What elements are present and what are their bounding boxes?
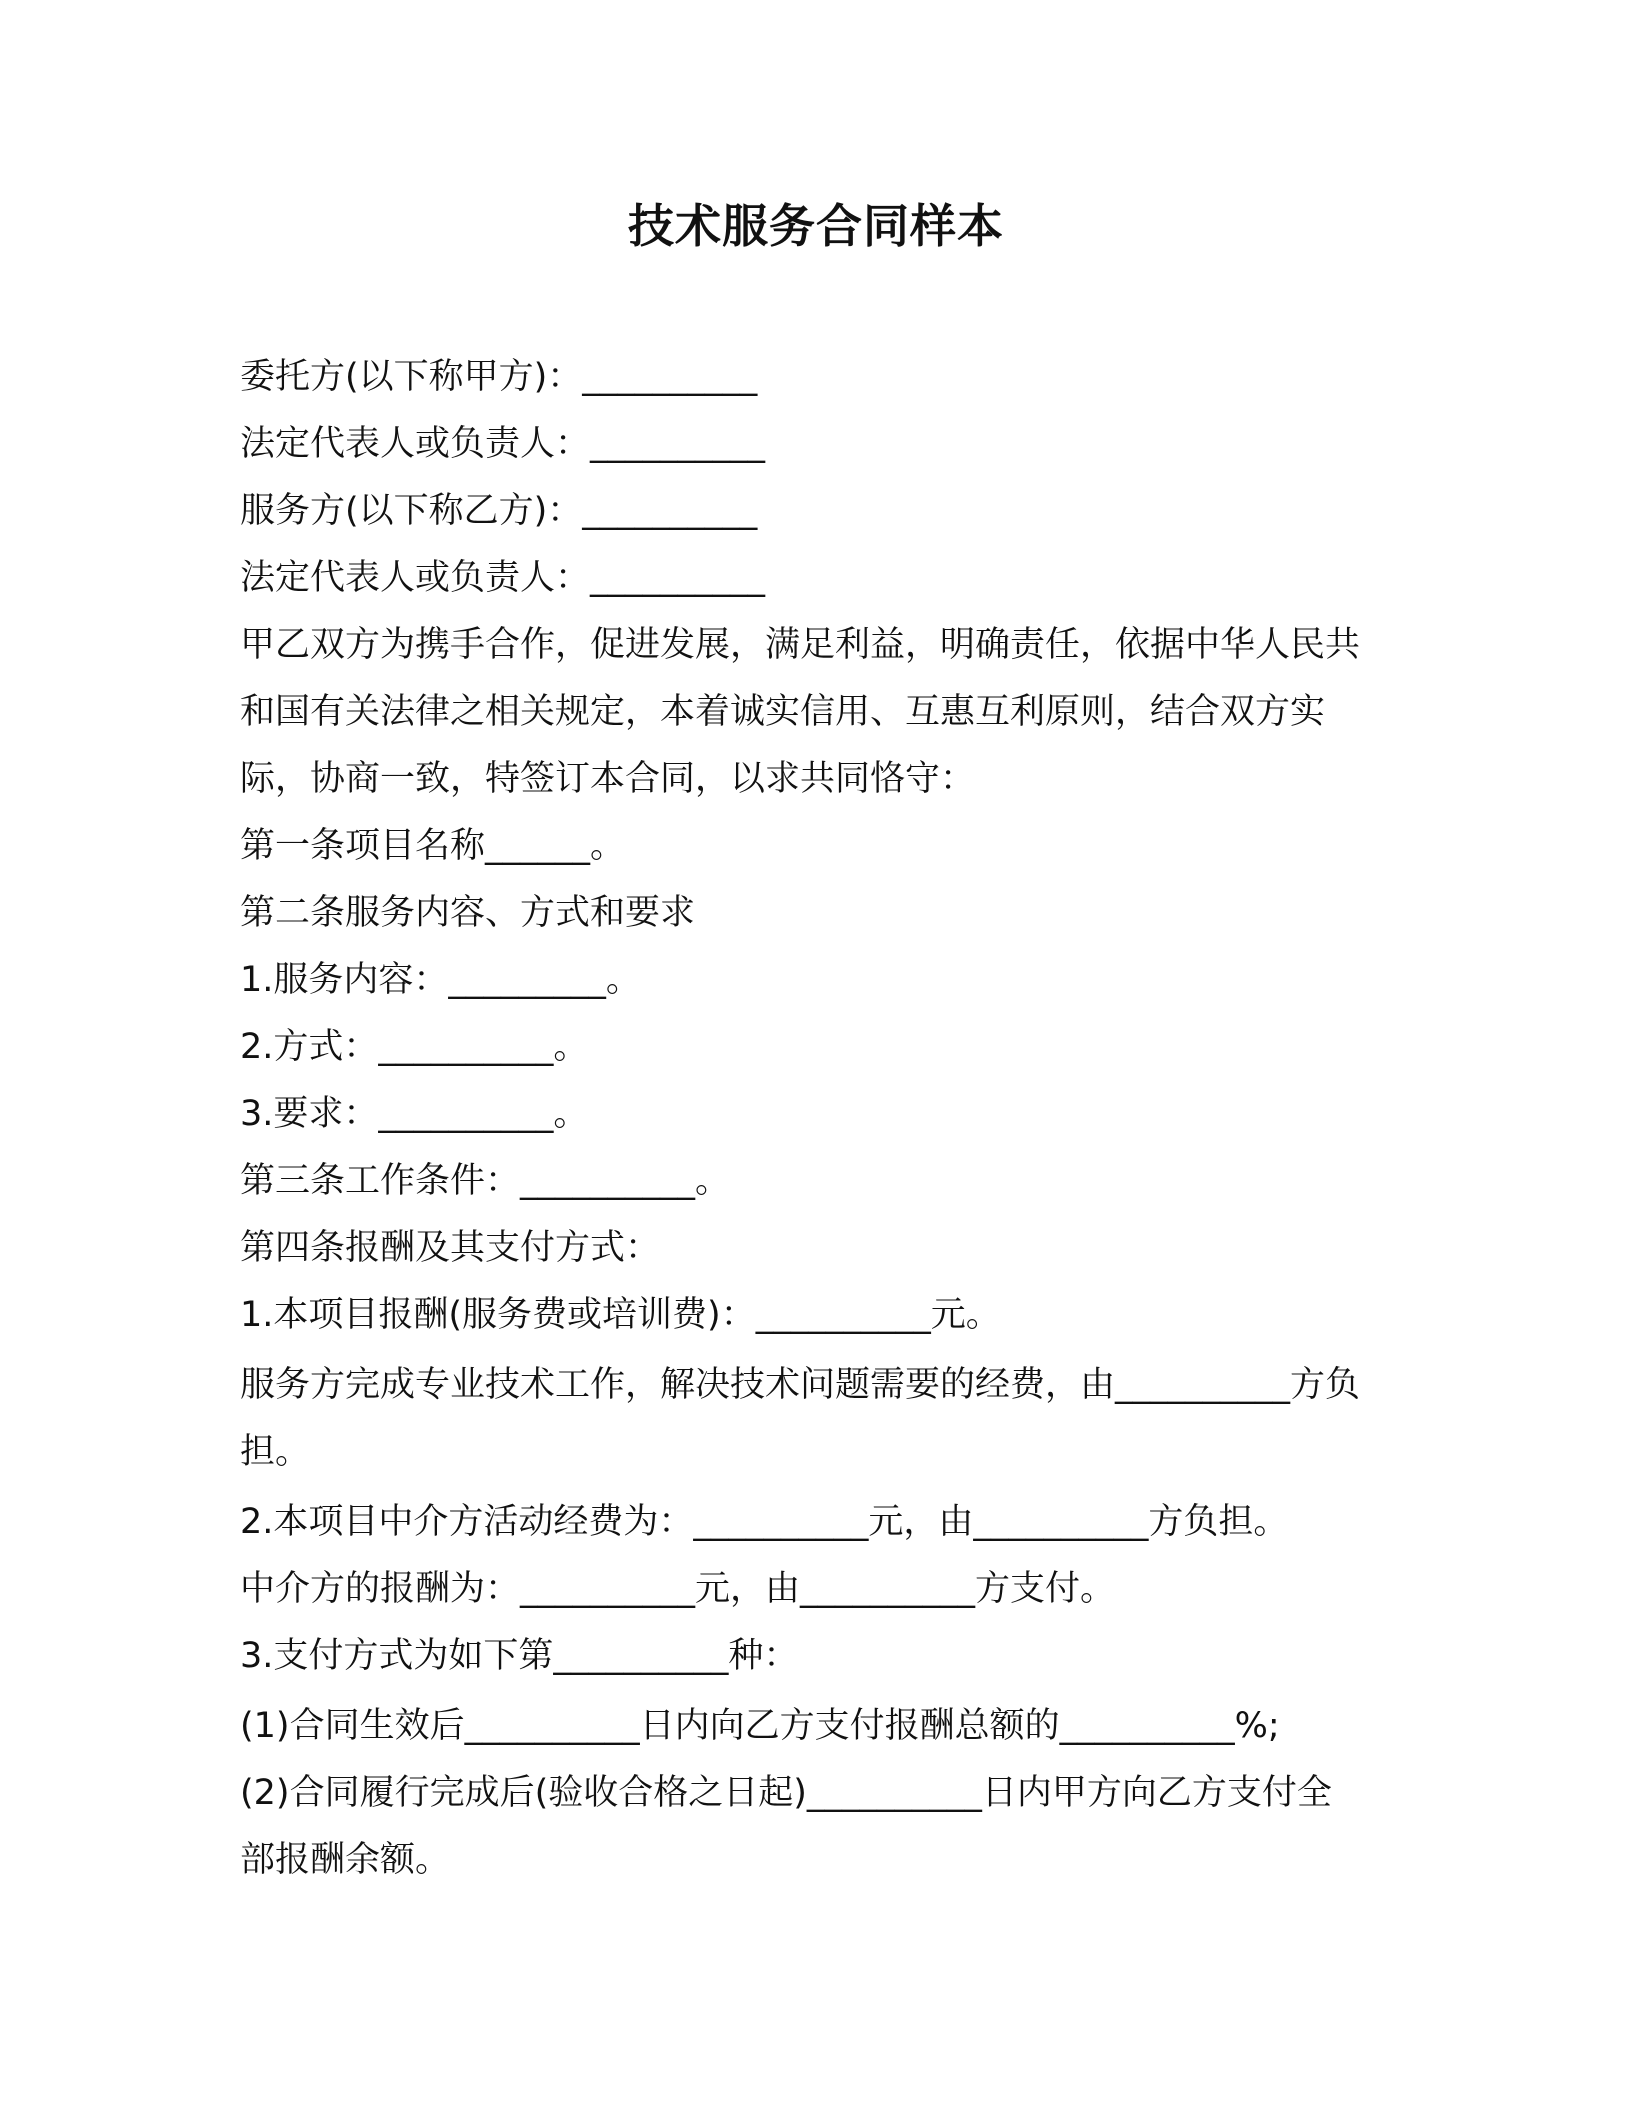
provider-line: 服务方(以下称乙方)：__________ bbox=[240, 491, 758, 531]
article-1: 第一条项目名称______。 bbox=[240, 826, 626, 866]
provider-rep-line: 法定代表人或负责人：__________ bbox=[240, 558, 766, 598]
client-rep-line: 法定代表人或负责人：__________ bbox=[240, 424, 766, 464]
article-4-item-3: 3.支付方式为如下第__________种： bbox=[240, 1636, 799, 1676]
article-4-item-2: 2.本项目中介方活动经费为：__________元，由__________方负担。 bbox=[240, 1502, 1289, 1542]
article-2-item-1: 1.服务内容：_________。 bbox=[240, 960, 641, 1000]
article-2-heading: 第二条服务内容、方式和要求 bbox=[240, 893, 696, 933]
preamble-paragraph: 甲乙双方为携手合作，促进发展，满足利益，明确责任，依据中华人民共和国有关法律之相关规定，本着诚实信用、互惠互利原则，结合双方实际，协商一致，特签订本合同，以求共同恪守： bbox=[240, 625, 1361, 799]
article-3: 第三条工作条件：__________。 bbox=[240, 1161, 731, 1201]
payment-option-1: (1)合同生效后__________日内向乙方支付报酬总额的__________%; bbox=[240, 1706, 1280, 1746]
article-4-heading: 第四条报酬及其支付方式： bbox=[240, 1228, 661, 1268]
article-4-item-1: 1.本项目报酬(服务费或培训费)：__________元。 bbox=[240, 1295, 1001, 1335]
article-2-item-3: 3.要求：__________。 bbox=[240, 1094, 589, 1134]
article-4-item-1-note: 服务方完成专业技术工作，解决技术问题需要的经费，由__________方负担。 bbox=[240, 1365, 1361, 1472]
article-2-item-2: 2.方式：__________。 bbox=[240, 1027, 589, 1067]
payment-option-2: (2)合同履行完成后(验收合格之日起)__________日内甲方向乙方支付全部报酬余额。 bbox=[240, 1773, 1332, 1880]
article-4-item-2-note: 中介方的报酬为：__________元，由__________方支付。 bbox=[240, 1569, 1116, 1609]
document-title: 技术服务合同样本 bbox=[628, 199, 1004, 253]
client-line: 委托方(以下称甲方)：__________ bbox=[240, 357, 758, 397]
document-body bbox=[240, 344, 1360, 1894]
